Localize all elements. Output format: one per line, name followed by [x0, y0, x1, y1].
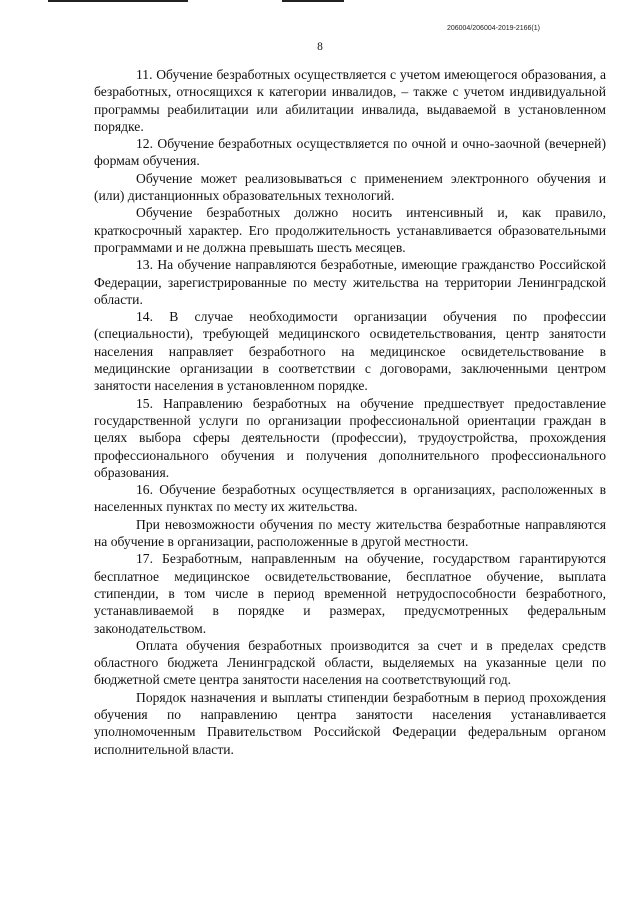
paragraph-12: 12. Обучение безработных осуществляется по очной и очно-заочной (вечерней) формам обучения. [94, 136, 606, 169]
paragraph-13: 13. На обучение направляются безработные, имеющие гражданство Российской Федерации, зарегистрированные по месту жительства на территории Ленинградской области. [94, 257, 606, 307]
document-body [94, 66, 606, 758]
paragraph-17-payment: Оплата обучения безработных производится за счет и в пределах средств областного бюджета Ленинградской области, выделяемых на указанные цели по бюджетной смете центра занятости населения на соответствующий год. [94, 637, 606, 688]
paragraph-14: 14. В случае необходимости организации обучения по профессии (специальности), требующей медицинского освидетельствования, центр занятости населения направляет безработного на медицинское освидетельствование в медицинские организации в соответствии с договорами, заключенными центром занятости населения в установленном порядке. [94, 309, 606, 394]
paragraph-12-electronic-learning: Обучение может реализовываться с применением электронного обучения и (или) дистанционных образовательных технологий. [94, 170, 606, 204]
paragraph-12-duration: Обучение безработных должно носить интенсивный и, как правило, краткосрочный характер. Его продолжительность устанавливается образовательными программами и не должна превышать шесть месяцев. [94, 205, 606, 255]
paragraph-17-stipend-procedure: Порядок назначения и выплаты стипендии безработным в период прохождения обучения по направлению центра занятости населения устанавливается уполномоченным Правительством Российской Федерации федеральным органом исполнительной власти. [94, 689, 606, 757]
paragraph-17: 17. Безработным, направленным на обучение, государством гарантируются бесплатное медицинское освидетельствование, бесплатное обучение, выплата стипендии, в том числе в период временной нетрудоспособности безработного, устанавливаемой в порядке и размерах, предусмотренных федеральным законодательством. [94, 551, 606, 636]
paragraph-16-other-locality: При невозможности обучения по месту жительства безработные направляются на обучение в организации, расположенные в другой местности. [94, 516, 606, 550]
document-id: 206004/206004-2019-2166(1) [446, 25, 540, 32]
paragraph-16: 16. Обучение безработных осуществляется в организациях, расположенных в населенных пунктах по месту их жительства. [94, 482, 606, 515]
paragraph-15: 15. Направлению безработных на обучение предшествует предоставление государственной услуги по организации профессиональной ориентации граждан в целях выбора сферы деятельности (профессии), трудоустройства, прохождения профессионального обучения и получения дополнительного профессионального образования. [94, 395, 606, 480]
top-rule-right [282, 0, 344, 2]
top-rule-left [48, 0, 188, 2]
page-number: 8 [317, 41, 323, 53]
paragraph-11: 11. Обучение безработных осуществляется с учетом имеющегося образования, а безработных, относящихся к категории инвалидов, – также с учетом индивидуальной программы реабилитации или абилитации инвалида, выдаваемой в установленном порядке. [94, 67, 606, 134]
